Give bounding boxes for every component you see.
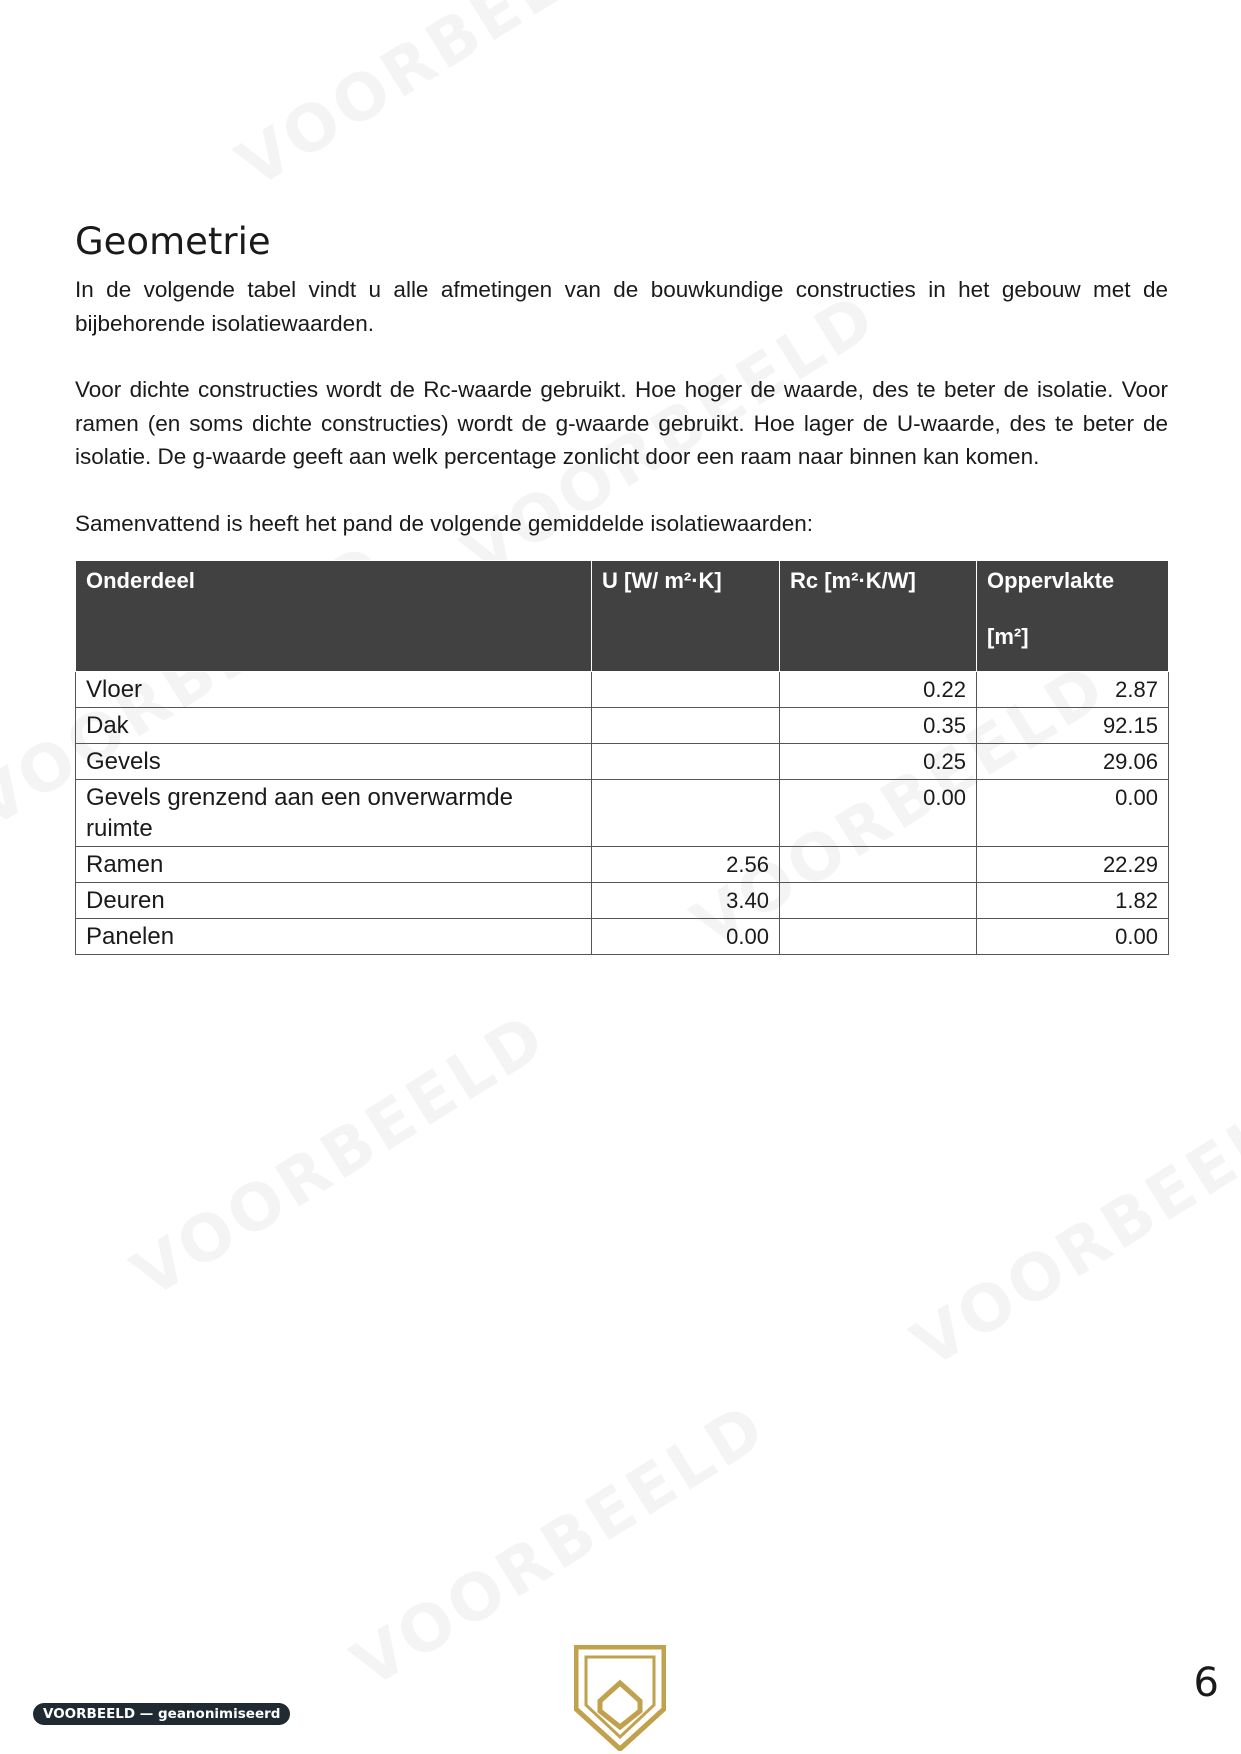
cell-onderdeel: Vloer xyxy=(76,672,592,708)
cell-oppervlakte: 0.00 xyxy=(977,919,1169,955)
cell-oppervlakte: 2.87 xyxy=(977,672,1169,708)
table-row xyxy=(76,672,1169,708)
table-row xyxy=(76,708,1169,744)
watermark xyxy=(340,1390,780,1703)
cell-oppervlakte: 29.06 xyxy=(977,744,1169,780)
cell-onderdeel: Dak xyxy=(76,708,592,744)
cell-oppervlakte: 92.15 xyxy=(977,708,1169,744)
cell-u-value xyxy=(592,744,780,780)
cell-rc-value: 0.22 xyxy=(780,672,977,708)
cell-rc-value xyxy=(780,847,977,883)
header-u-value: U [W/ m²·K] xyxy=(592,561,780,672)
cell-u-value xyxy=(592,708,780,744)
cell-rc-value: 0.25 xyxy=(780,744,977,780)
cell-rc-value xyxy=(780,919,977,955)
intro-paragraph: In de volgende tabel vindt u alle afmetingen van de bouwkundige constructies in het gebouw met de bijbehorende isolatiewaarden. xyxy=(75,277,1168,336)
table-row xyxy=(76,847,1169,883)
watermark xyxy=(120,1000,560,1313)
cell-oppervlakte: 22.29 xyxy=(977,847,1169,883)
section-heading: Geometrie xyxy=(75,220,271,263)
cell-u-value: 2.56 xyxy=(592,847,780,883)
shield-house-logo-icon xyxy=(574,1645,666,1751)
cell-oppervlakte: 1.82 xyxy=(977,883,1169,919)
header-oppervlakte xyxy=(977,561,1169,672)
cell-onderdeel: Ramen xyxy=(76,847,592,883)
page-number: 6 xyxy=(1193,1660,1219,1706)
header-rc-value: Rc [m²·K/W] xyxy=(780,561,977,672)
cell-rc-value xyxy=(780,883,977,919)
table-header-row xyxy=(76,561,1169,672)
watermark xyxy=(900,1070,1241,1383)
cell-u-value: 0.00 xyxy=(592,919,780,955)
anonymized-badge: VOORBEELD — geanonimiseerd xyxy=(33,1703,290,1725)
explanation-paragraph: Voor dichte constructies wordt de Rc-waarde gebruikt. Hoe hoger de waarde, des te beter de isolatie. Voor ramen (en soms dichte constructies) wordt de g-waarde gebruikt. Hoe lager de U-waarde, des te beter de isolatie. De g-waarde geeft aan welk percentage zonlicht door een raam naar binnen kan komen. xyxy=(75,377,1168,469)
header-oppervlakte-label: Oppervlakte xyxy=(987,568,1115,593)
cell-rc-value: 0.00 xyxy=(780,780,977,847)
cell-onderdeel: Panelen xyxy=(76,919,592,955)
summary-paragraph: Samenvattend is heeft het pand de volgende gemiddelde isolatiewaarden: xyxy=(75,510,814,536)
table-row xyxy=(76,883,1169,919)
cell-onderdeel: Gevels xyxy=(76,744,592,780)
header-oppervlakte-unit: [m²] xyxy=(987,624,1029,649)
cell-oppervlakte: 0.00 xyxy=(977,780,1169,847)
table-row xyxy=(76,919,1169,955)
table-row xyxy=(76,744,1169,780)
cell-onderdeel: Deuren xyxy=(76,883,592,919)
page-content xyxy=(75,220,1168,955)
watermark xyxy=(225,0,665,203)
header-onderdeel: Onderdeel xyxy=(76,561,592,672)
cell-u-value xyxy=(592,780,780,847)
cell-u-value: 3.40 xyxy=(592,883,780,919)
cell-rc-value: 0.35 xyxy=(780,708,977,744)
table-row xyxy=(76,780,1169,847)
cell-onderdeel: Gevels grenzend aan een onverwarmde ruimte xyxy=(76,780,592,847)
insulation-table xyxy=(75,560,1169,955)
cell-u-value xyxy=(592,672,780,708)
